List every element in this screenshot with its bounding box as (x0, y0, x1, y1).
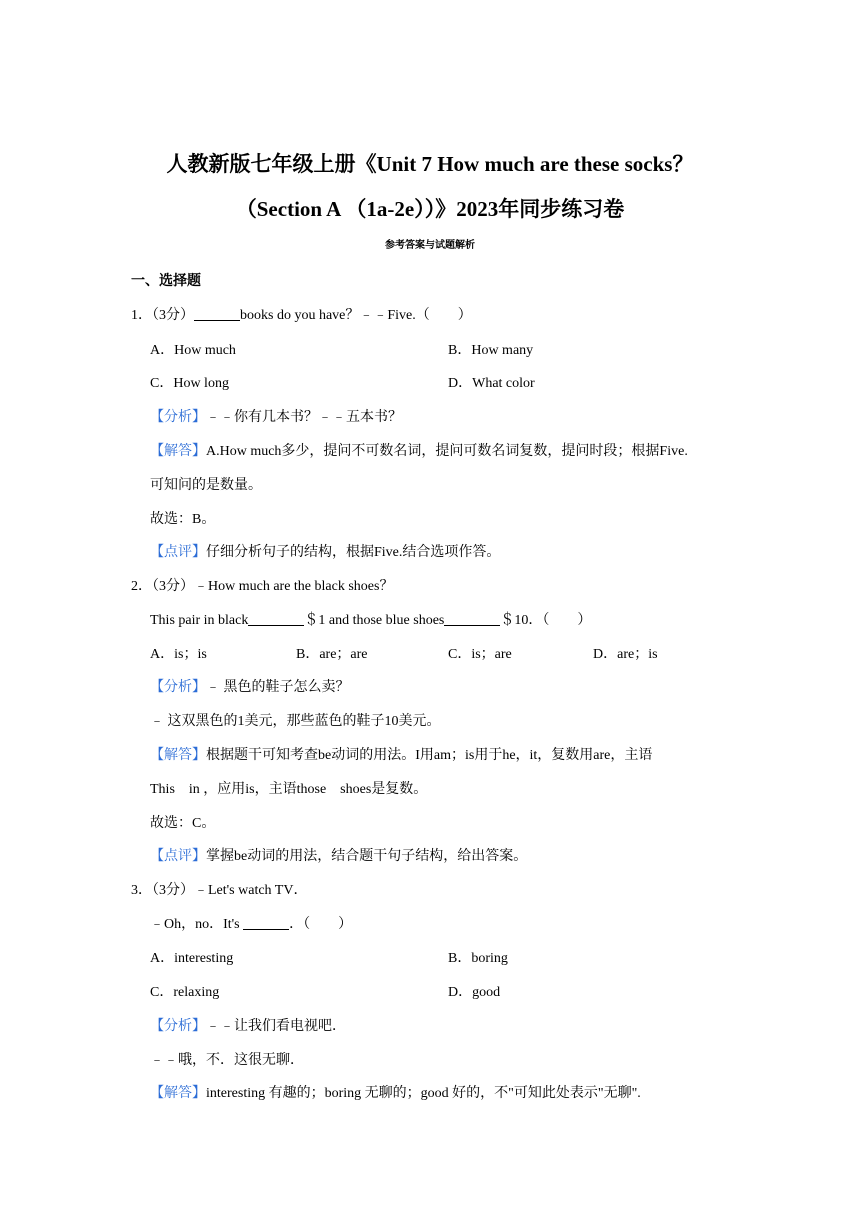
document-title-line-2: （Section A （1a-2e））》2023年同步练习卷 (235, 197, 625, 221)
analysis-line (150, 1015, 346, 1035)
comment-line (150, 845, 527, 865)
stem-text: ﹣Oh，no．It's (150, 917, 240, 932)
analysis-tag: 【分析】 (150, 1019, 206, 1034)
option-d: D．What color (448, 376, 535, 391)
stem-text: ＄1 and those blue shoes (304, 613, 445, 628)
document-subtitle: 参考答案与试题解析 (385, 240, 475, 251)
analysis-continuation: ﹣ 这双黑色的1美元，那些蓝色的鞋子10美元。 (150, 714, 441, 729)
answer-text: interesting 有趣的；boring 无聊的；good 好的，不"可知此处表示"无聊". (206, 1086, 641, 1101)
option-a: A．How much (150, 343, 236, 358)
analysis-line (150, 406, 402, 426)
analysis-text: ﹣ 黑色的鞋子怎么卖？ (206, 680, 350, 695)
analysis-text: ﹣﹣你有几本书？﹣﹣五本书？ (206, 410, 402, 425)
question-stem-text: books do you have？﹣﹣Five.（ ） (240, 308, 472, 323)
answer-line (150, 744, 652, 764)
option-b: B．are；are (296, 647, 368, 662)
answer-continuation: This in ，应用is，主语those shoes是复数。 (150, 782, 428, 797)
analysis-continuation: ﹣﹣哦，不．这很无聊． (150, 1053, 304, 1068)
analysis-text: ﹣﹣让我们看电视吧． (206, 1019, 346, 1034)
comment-text: 仔细分析句子的结构，根据Five.结合选项作答。 (206, 545, 501, 560)
option-d: D．good (448, 985, 501, 1000)
answer-blank (194, 306, 240, 321)
analysis-tag: 【分析】 (150, 410, 206, 425)
choice-line: 故选：C。 (150, 816, 216, 831)
choice-line: 故选：B。 (150, 512, 216, 527)
answer-blank (243, 915, 289, 930)
question-stem-text: ﹣Let's watch TV． (194, 883, 308, 898)
answer-line (150, 440, 688, 460)
question-3-stem (131, 879, 307, 899)
option-b: B．boring (448, 951, 508, 966)
question-score: （3分） (152, 883, 194, 898)
analysis-line (150, 676, 350, 696)
option-a: A．interesting (150, 951, 234, 966)
question-2-stem-line-2 (150, 609, 591, 629)
section-heading: 一、选择题 (131, 273, 201, 289)
comment-tag: 【点评】 (150, 849, 206, 864)
answer-blank (444, 611, 500, 626)
comment-tag: 【点评】 (150, 545, 206, 560)
option-a: A．is；is (150, 647, 207, 662)
question-number: 2． (131, 579, 152, 594)
stem-text: ．（ ） (289, 917, 353, 932)
option-d: D．are；is (593, 647, 658, 662)
question-stem-text: ﹣How much are the black shoes？ (194, 579, 394, 594)
comment-line (150, 541, 500, 561)
question-3-stem-line-2 (150, 913, 352, 933)
stem-text: ＄10．（ ） (500, 613, 592, 628)
comment-text: 掌握be动词的用法，结合题干句子结构，给出答案。 (206, 849, 528, 864)
option-b: B．How many (448, 343, 534, 358)
option-c: C．How long (150, 376, 229, 391)
answer-tag: 【解答】 (150, 748, 206, 763)
answer-blank (248, 611, 304, 626)
question-score: （3分） (152, 308, 194, 323)
answer-text: A.How much多少，提问不可数名词，提问可数名词复数，提问时段；根据Five. (206, 444, 688, 459)
question-number: 3． (131, 883, 152, 898)
analysis-tag: 【分析】 (150, 680, 206, 695)
option-c: C．relaxing (150, 985, 220, 1000)
question-1-stem (131, 304, 472, 324)
document-title-line-1: 人教新版七年级上册《Unit 7 How much are these socks？ (166, 152, 694, 176)
question-number: 1． (131, 308, 152, 323)
answer-tag: 【解答】 (150, 1086, 206, 1101)
option-c: C．is；are (448, 647, 512, 662)
answer-continuation: 可知问的是数量。 (150, 478, 262, 493)
answer-text: 根据题干可知考查be动词的用法。I用am；is用于he，it，复数用are，主语 (206, 748, 653, 763)
question-2-stem (131, 575, 393, 595)
question-score: （3分） (152, 579, 194, 594)
stem-text: This pair in black (150, 613, 249, 628)
answer-line (150, 1082, 641, 1102)
answer-tag: 【解答】 (150, 444, 206, 459)
